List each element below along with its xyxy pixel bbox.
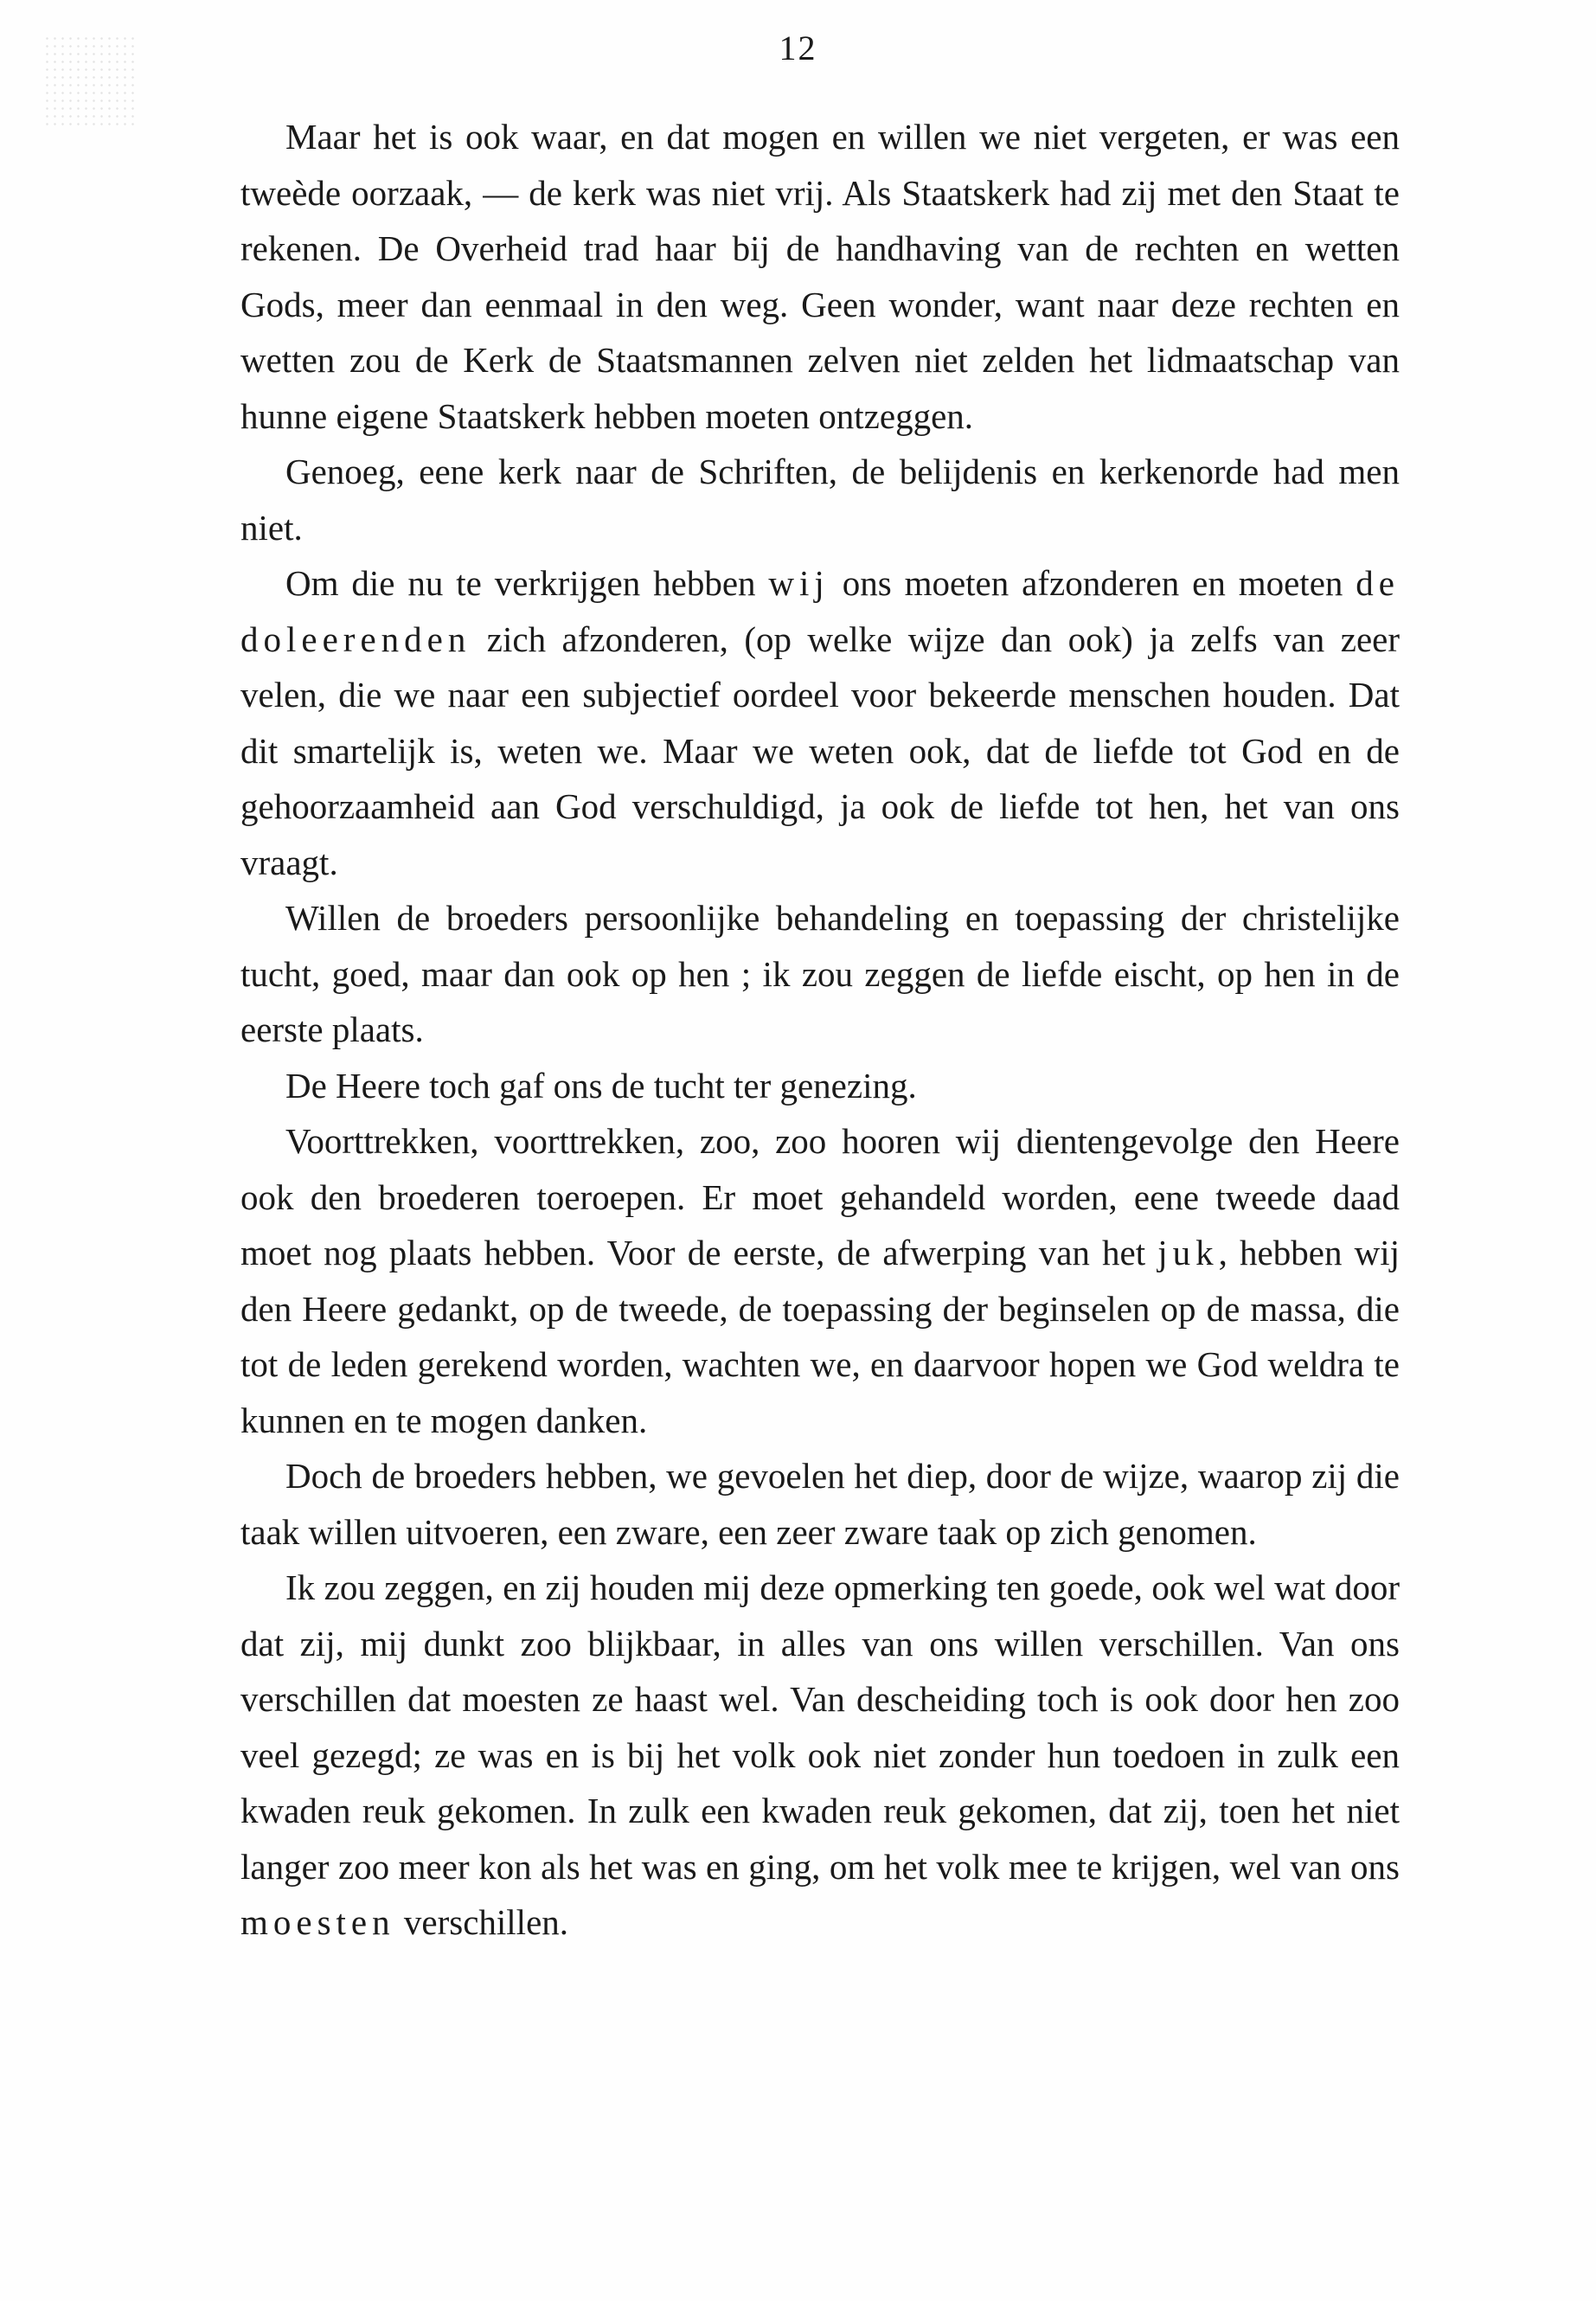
body-text xyxy=(240,109,1400,1951)
paragraph-4: Willen de broeders persoonlijke behandeling en toepassing der christelijke tucht, goed, maar dan ook op hen ; ik zou zeggen de liefde eischt, op hen in de eerste plaats. xyxy=(240,898,1400,1049)
emphasis-moesten: moesten xyxy=(240,1902,395,1942)
paragraph-1: Maar het is ook waar, en dat mogen en willen we niet vergeten, er was een tweède oorzaak, — de kerk was niet vrij. Als Staatskerk had zij met den Staat te rekenen. De Overheid trad haar bij de handhaving van de rechten en wetten Gods, meer dan eenmaal in den weg. Geen wonder, want naar deze rechten en wetten zou de Kerk de Staatsmannen zelven niet zelden het lidmaatschap van hunne eigene Staatskerk hebben moeten ontzeggen. xyxy=(240,117,1400,436)
paragraph-8-part-2: verschillen. xyxy=(394,1902,569,1942)
paragraph-3-part-1: Om die nu te verkrijgen hebben xyxy=(285,563,769,603)
paragraph-6 xyxy=(240,1113,1400,1448)
paragraph-8-part-1: Ik zou zeggen, en zij houden mij deze opmerking ten goede, ook wel wat door dat zij, mij dunkt zoo blijkbaar, in alles van ons willen verschillen. Van ons verschillen dat moesten ze haast wel. Van descheiding toch is ook door hen zoo veel gezegd; ze was en is bij het volk ook niet zonder hun toedoen in zulk een kwaden reuk gekomen. In zulk een kwaden reuk gekomen, dat zij, toen het niet langer zoo meer kon als het was en ging, om het volk mee te krijgen, wel van ons xyxy=(240,1567,1400,1887)
page-number: 12 xyxy=(779,29,817,67)
paragraph-5: De Heere toch gaf ons de tucht ter genezing. xyxy=(285,1065,917,1106)
paragraph-2: Genoeg, eene kerk naar de Schriften, de belijdenis en kerkenorde had men niet. xyxy=(240,452,1400,548)
paragraph-3-part-2: ons moeten afzonderen en moeten xyxy=(829,563,1356,603)
paragraph-3 xyxy=(240,555,1400,890)
emphasis-juk: juk xyxy=(1157,1233,1219,1272)
emphasis-wij: wij xyxy=(768,563,830,603)
paragraph-3-part-3: zich afzonderen, (op welke wijze dan ook) ja zelfs van zeer velen, die we naar een subjectief oordeel voor bekeerde menschen houden. Dat dit smartelijk is, weten we. Maar we weten ook, dat de liefde tot God en de gehoorzaamheid aan God verschuldigd, ja ook de liefde tot hen, het van ons vraagt. xyxy=(240,619,1400,882)
emphasis-doleerenden: de doleerenden xyxy=(240,563,1400,659)
paragraph-6-part-2: , hebben wij den Heere gedankt, op de tweede, de toepassing der beginselen op de massa, die tot de leden gerekend worden, wachten we, en daarvoor hopen we God weldra te kunnen en te mogen danken. xyxy=(240,1233,1400,1440)
paragraph-8 xyxy=(240,1560,1400,1951)
paragraph-6-part-1: Voorttrekken, voorttrekken, zoo, zoo hooren wij dientengevolge den Heere ook den broederen toeroepen. Er moet gehandeld worden, eene tweede daad moet nog plaats hebben. Voor de eerste, de afwerping van het xyxy=(240,1121,1400,1272)
paragraph-7: Doch de broeders hebben, we gevoelen het diep, door de wijze, waarop zij die taak willen uitvoeren, een zware, een zeer zware taak op zich genomen. xyxy=(240,1456,1400,1552)
